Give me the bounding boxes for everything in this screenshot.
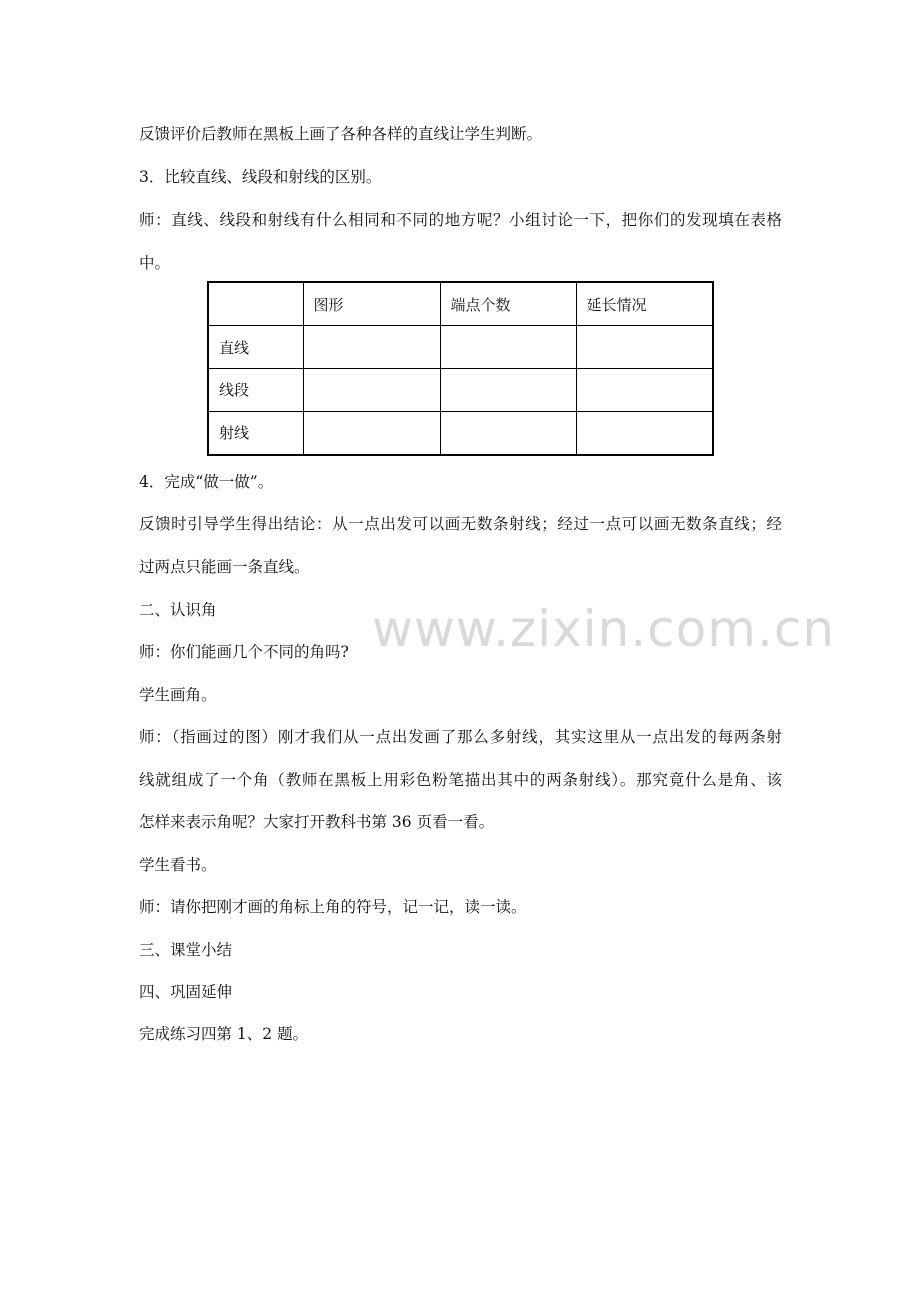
table-cell <box>440 411 576 455</box>
paragraph-teacher-explain: 师：（指画过的图）刚才我们从一点出发画了那么多射线，其实这里从一点出发的每两条射 <box>139 728 782 746</box>
table-cell <box>303 326 440 369</box>
paragraph-exercise: 完成练习四第 1、2 题。 <box>139 1025 309 1043</box>
paragraph-teacher-instruct: 师：请你把刚才画的角标上角的符号，记一记，读一读。 <box>139 898 527 916</box>
paragraph-teacher-explain-cont-1: 线就组成了一个角（教师在黑板上用彩色粉笔描出其中的两条射线）。那究竟什么是角、该 <box>139 771 782 789</box>
table-cell <box>576 411 713 455</box>
table-header-cell: 端点个数 <box>440 282 576 326</box>
table-row-label: 射线 <box>208 411 303 455</box>
table-cell <box>576 326 713 369</box>
paragraph-conclusion-cont: 过两点只能画一条直线。 <box>139 558 310 576</box>
table-header-cell: 图形 <box>303 282 440 326</box>
watermark: www.zixin.com.cn <box>372 600 836 658</box>
table-cell <box>440 326 576 369</box>
table-row-label: 线段 <box>208 368 303 411</box>
table-row-label: 直线 <box>208 326 303 369</box>
paragraph-step-4: 4．完成“做一做”。 <box>139 473 274 491</box>
table-cell <box>440 368 576 411</box>
table-row <box>208 368 713 411</box>
section-heading-summary: 三、课堂小结 <box>139 941 233 959</box>
paragraph-teacher-question-1: 师：直线、线段和射线有什么相同和不同的地方呢？小组讨论一下，把你们的发现填在表格 <box>139 211 782 229</box>
table-row <box>208 326 713 369</box>
table-cell <box>303 368 440 411</box>
table-cell <box>303 411 440 455</box>
table-header-cell <box>208 282 303 326</box>
section-heading-extension: 四、巩固延伸 <box>139 983 233 1001</box>
table-cell <box>576 368 713 411</box>
paragraph-teacher-question-1-cont: 中。 <box>139 254 171 272</box>
paragraph-feedback: 反馈评价后教师在黑板上画了各种各样的直线让学生判断。 <box>139 125 543 143</box>
paragraph-students-draw: 学生画角。 <box>139 686 217 704</box>
table-header-row <box>208 282 713 326</box>
comparison-table <box>207 281 714 456</box>
paragraph-students-read: 学生看书。 <box>139 856 217 874</box>
table-header-cell: 延长情况 <box>576 282 713 326</box>
paragraph-teacher-explain-cont-2: 怎样来表示角呢？大家打开教科书第 36 页看一看。 <box>139 813 495 831</box>
paragraph-step-3: 3．比较直线、线段和射线的区别。 <box>139 168 382 186</box>
section-heading-angle: 二、认识角 <box>139 601 217 619</box>
table-row <box>208 411 713 455</box>
paragraph-teacher-question-2: 师：你们能画几个不同的角吗? <box>139 643 349 661</box>
paragraph-conclusion: 反馈时引导学生得出结论：从一点出发可以画无数条射线；经过一点可以画无数条直线；经 <box>139 515 782 533</box>
